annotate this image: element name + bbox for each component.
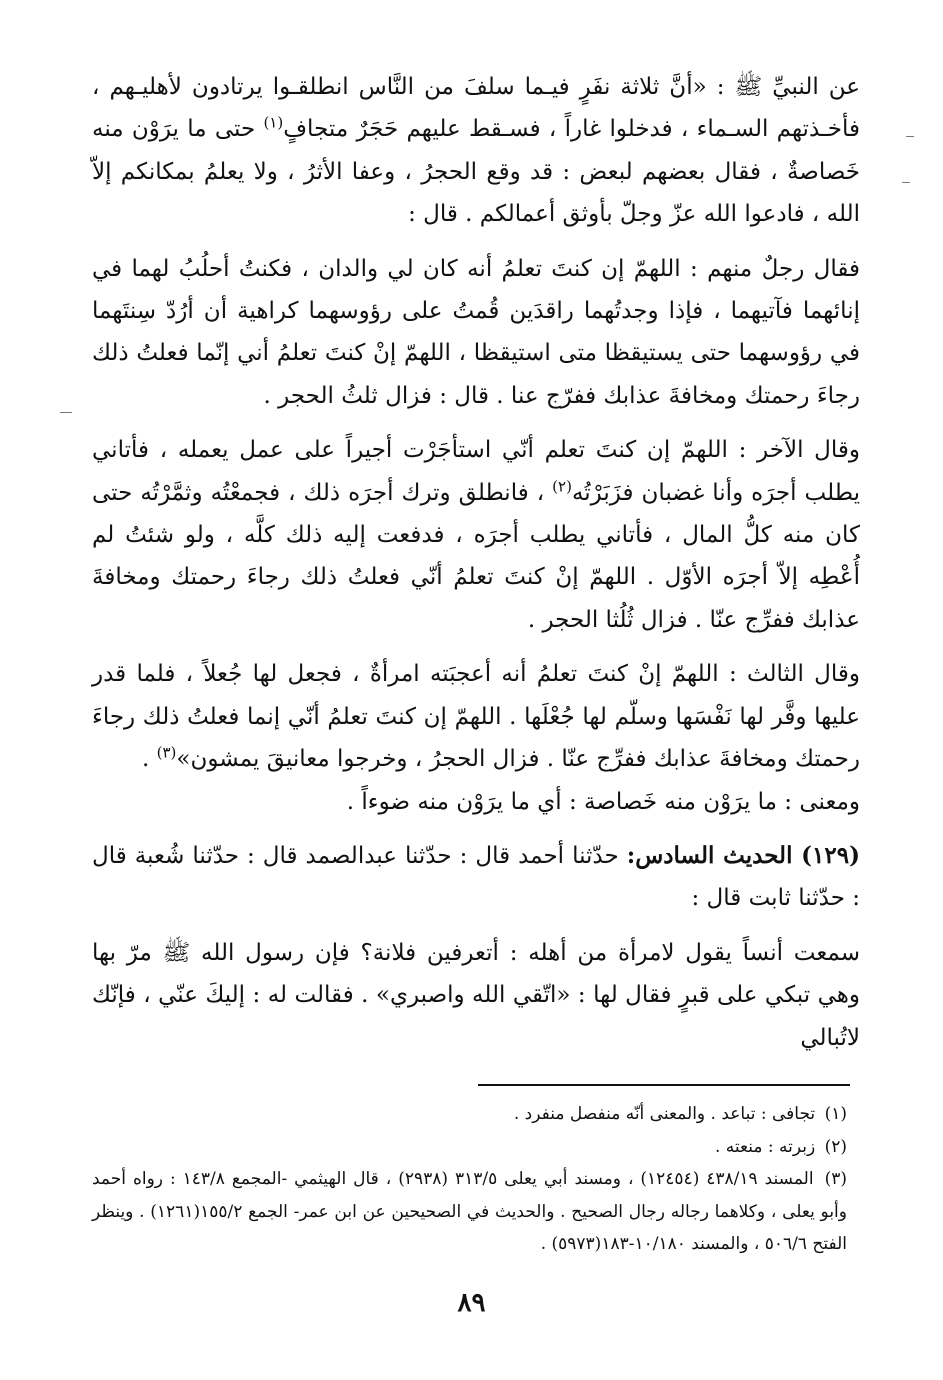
footnote-2 <box>92 1131 847 1164</box>
paragraph-2: فقال رجلٌ منهم : اللهمّ إن كنتَ تعلمُ أنه كان لي والدان ، فكنتُ أحلُبُ لهما في إنائهما فآتيهما ، فإذا وجدتُهما راقدَين قُمتُ على رؤوسهما كراهية أن أرُدّ سِنتَهما في رؤوسهما حتى يستيقظا متى استيقظا ، اللهمّ إنْ كنتَ تعلمُ أني إنّما فعلتُ ذلك رجاءَ رحمتك ومخافةَ عذابك ففرّج عنا . قال : فزال ثلثُ الحجر . <box>92 255 860 409</box>
footnote-ref-3[interactable]: (٣) <box>156 743 177 762</box>
footnote-text: زبرته : منعته . <box>714 1136 816 1157</box>
margin-mark <box>902 182 910 183</box>
margin-mark <box>60 412 72 413</box>
footnote-ref-1[interactable]: (١) <box>263 113 284 132</box>
footnote-3 <box>92 1163 847 1261</box>
p4-text-b: . <box>141 746 157 773</box>
p3-text-a: وقال الآخر : اللهمّ إن كنتَ تعلم أنّي استأجَرْت أجيراً على عمل يعمله ، فأتاني يطلب أجرَه وأنا غضبان فزَبَرْتُه <box>92 437 860 506</box>
p1-line-1: عن النبيِّ ﷺ : «أنَّ ثلاثة نفَرٍ فيـما سلفَ من النَّاس انطلقـوا يرتادون لأهليـهم ، <box>92 74 860 100</box>
paragraph-3 <box>92 429 860 641</box>
margin-mark <box>906 136 914 137</box>
footnotes <box>92 1098 847 1261</box>
p1-line-2-end: حتى ما يرَوْن منه <box>92 116 264 143</box>
page-number: ٨٩ <box>457 1288 486 1318</box>
paragraph-5: ومعنى : ما يرَوْن منه خَصاصة : أي ما يرَوْن منه ضوءاً . <box>346 788 860 815</box>
p1-line-3: خَصاصةٌ ، فقال بعضهم لبعض : قد وقع الحجرُ ، وعفا الأثرُ ، ولا يعلمُ بمكانكم إلاّ الله ، <box>92 158 860 228</box>
footnote-text: المسند ٤٣٨/١٩ (١٢٤٥٤) ، ومسند أبي يعلى ٣١٣/٥ (٢٩٣٨) ، قال الهيثمي -المجمع ١٤٣/٨ : رواه أحمد وأبو يعلى ، وكلاهما رجاله رجال الصحيح . والحديث في الصحيحين عن ابن عمر- الجمع ١٥٥/٢(١٢٦١) . وينظر الفتح ٥٠٦/٦ ، والمسند ١٠/١٨٠-١٨٣(٥٩٧٣) . <box>92 1169 847 1254</box>
paragraph-7: سمعت أنساً يقول لامرأة من أهله : أتعرفين فلانة؟ فإن رسول الله ﷺ مرّ بها وهي تبكي على قبرٍ فقال لها : «اتّقي الله واصبري» . فقالت له : إليكَ عنّي ، فإنّك لاتُبالي <box>92 939 860 1051</box>
paragraph-1 <box>92 66 860 236</box>
footnote-separator <box>478 1084 850 1086</box>
footnote-1 <box>92 1098 847 1131</box>
footnote-text: تجافى : تباعد . والمعنى أنّه منفصل منفرد . <box>513 1104 816 1124</box>
footnote-ref-2[interactable]: (٢) <box>552 477 572 495</box>
p1-line-2: فأخـذتهم السـماء ، فدخلوا غاراً ، فسـقط عليهم حَجَرٌ متجافٍ <box>283 116 860 143</box>
p6-text: حدّثنا أحمد قال : حدّثنا عبدالصمد قال : حدّثنا شُعبة قال : حدّثنا ثابت قال : <box>92 842 860 912</box>
hadith-title: (١٢٩) الحديث السادس: <box>626 841 860 869</box>
paragraph-6 <box>92 835 860 920</box>
footnote-number: (٣) <box>824 1169 847 1189</box>
p4-text-a: وقال الثالث : اللهمّ إنْ كنتَ تعلمُ أنه أعجبَته امرأةٌ ، فجعل لها جُعلاً ، فلما قدر عليها وفَّر لها نَفْسَها وسلّم لها جُعْلَها . اللهمّ إن كنتَ تعلمُ أنّي إنما فعلتُ ذلك رجاءَ رحمتك ومخافةَ عذابك ففرِّج عنّا . فزال الحجرُ ، وخرجوا معانيقَ يمشون» <box>92 661 860 773</box>
p1-line-4: فادعوا الله عزّ وجلّ بأوثق أعمالكم . قال : <box>408 201 805 228</box>
footnote-number: (١) <box>824 1104 847 1124</box>
p3-text-b: ، فانطلق وترك أجرَه ذلك ، فجمعْتُه وثمَّرْتُه حتى كان منه كلُّ المال ، فأتاني يطلب أجرَه ، فدفعت إليه ذلك كلَّه ، ولو شئتُ لم أُعْطِه إلاّ أجرَه الأوّل . اللهمّ إنْ كنتَ تعلمُ أنّي فعلتُ ذلك رجاءَ رحمتك ومخافةَ عذابك ففرِّج عنّا . فزال ثُلُثا الحجر . <box>92 479 860 633</box>
paragraph-4 <box>92 653 860 780</box>
footnote-number: (٢) <box>824 1136 847 1157</box>
main-text <box>92 66 860 1059</box>
